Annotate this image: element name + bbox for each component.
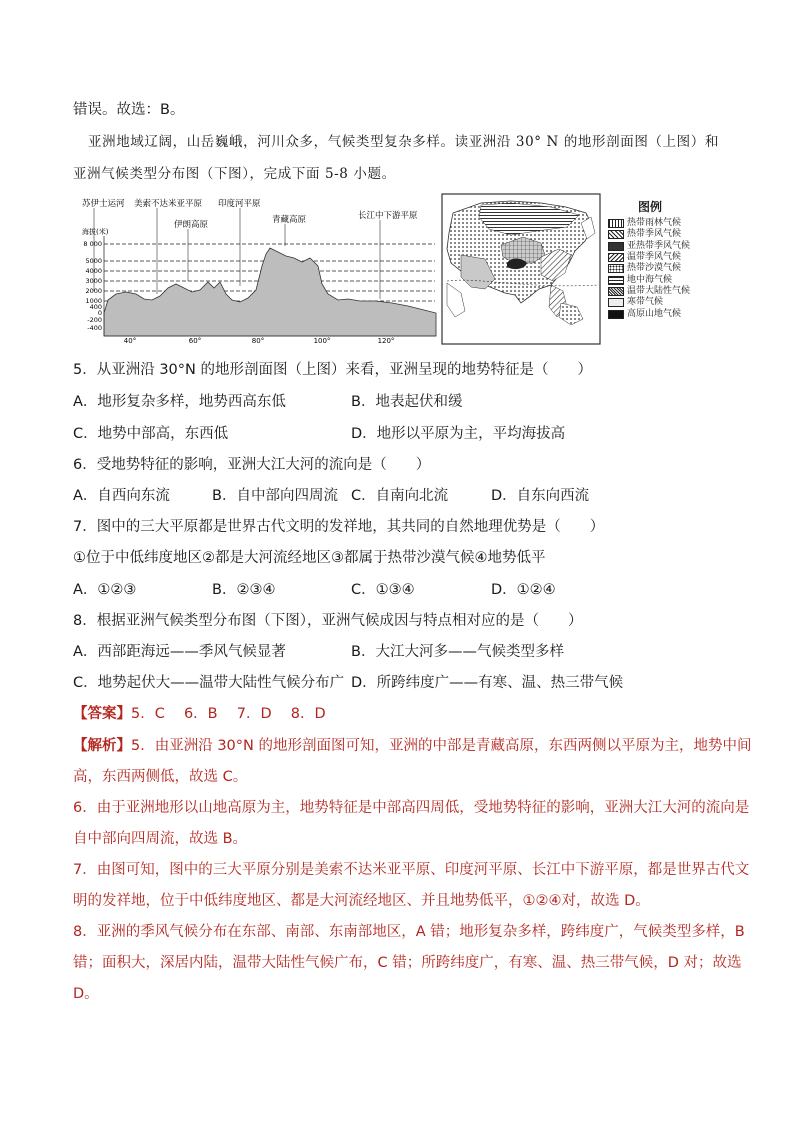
x-tick: 60°: [188, 337, 202, 345]
legend-swatch: [608, 264, 624, 273]
legend-swatch: [608, 253, 624, 262]
legend-title: 图例: [638, 200, 663, 214]
y-tick: -200: [87, 316, 102, 324]
place-label: 苏伊士运河: [82, 199, 125, 209]
legend-swatch: [608, 219, 624, 228]
y-axis-label: 海拔(米): [82, 228, 109, 236]
q8-option-b[interactable]: B．大江大河多——气候类型多样: [351, 644, 564, 660]
analysis-line-1: [73, 736, 752, 756]
legend-label: 寒带气候: [627, 297, 664, 308]
y-tick: 8 000: [83, 240, 102, 248]
y-tick: 400: [89, 303, 102, 311]
q7-option-a[interactable]: A．①②③: [73, 582, 137, 598]
y-tick: 1000: [85, 297, 102, 305]
place-label: 印度河平原: [218, 199, 261, 209]
question-5-stem: 5．从亚洲沿 30°N 的地形剖面图（上图）来看，亚洲呈现的地势特征是（ ）: [73, 362, 592, 378]
q5-option-c[interactable]: C．地势中部高，东西低: [73, 426, 229, 442]
legend-item: [608, 241, 718, 252]
legend-item: [608, 229, 718, 240]
legend-label: 地中海气候: [627, 274, 673, 285]
q6-option-b[interactable]: B．自中部向四周流: [212, 488, 338, 504]
y-tick: 0: [97, 309, 102, 317]
intro-line-2: 亚洲气候类型分布图（下图），完成下面 5-8 小题。: [73, 166, 396, 182]
legend-item: [608, 286, 718, 297]
q7-option-d[interactable]: D．①②④: [491, 582, 556, 598]
x-tick: 80°: [251, 337, 265, 345]
analysis-line-9: D。: [73, 986, 99, 1002]
answer-label: 【答案】: [73, 706, 131, 722]
q5-option-a[interactable]: A．地形复杂多样，地势西高东低: [73, 394, 286, 410]
legend-swatch: [608, 298, 624, 307]
place-label: 美索不达米亚平原: [134, 199, 203, 209]
q5-option-d[interactable]: D．地形以平原为主，平均海拔高: [351, 426, 566, 442]
legend-label: 亚热带季风气候: [627, 240, 691, 251]
q5-option-b[interactable]: B．地表起伏和缓: [351, 394, 463, 410]
intro-line-1: 亚洲地域辽阔，山岳巍峨，河川众多，气候类型复杂多样。读亚洲沿 30° N 的地形剖面图（上图）和: [88, 134, 719, 150]
legend-item: [608, 274, 718, 285]
place-label: 青藏高原: [272, 215, 307, 225]
x-tick: 40°: [123, 337, 137, 345]
analysis-line-8: 错；面积大，深居内陆，温带大陆性气候广布，C 错；所跨纬度广，有寒、温、热三带气候，D 对；故选: [73, 955, 742, 971]
climate-legend: [608, 198, 718, 320]
asia-climate-map: [441, 193, 601, 345]
q6-option-d[interactable]: D．自东向西流: [491, 488, 590, 504]
legend-item: [608, 308, 718, 319]
y-tick: 3000: [85, 277, 102, 285]
legend-label: 热带雨林气候: [627, 218, 682, 229]
previous-answer-line: 错误。故选：B。: [73, 102, 185, 118]
q8-option-c[interactable]: C．地势起伏大——温带大陆性气候分布广: [73, 675, 345, 691]
analysis-line-6: 明的发祥地，位于中低纬度地区、都是大河流经地区、并且地势低平，①②④对，故选 D。: [73, 893, 650, 909]
legend-label: 温带大陆性气候: [627, 285, 691, 296]
place-label: 长江中下游平原: [358, 211, 418, 221]
legend-swatch: [608, 276, 624, 285]
analysis-label: 【解析】: [73, 738, 131, 754]
analysis-line-2: 高，东西两侧低，故选 C。: [73, 769, 248, 785]
legend-swatch: [608, 310, 624, 319]
legend-item: [608, 252, 718, 263]
question-7-stem: 7．图中的三大平原都是世界古代文明的发祥地，其共同的自然地理优势是（ ）: [73, 519, 605, 535]
x-tick: 120°: [377, 337, 395, 345]
legend-item: [608, 263, 718, 274]
terrain-profile-figure: [80, 196, 440, 346]
analysis-line-3: 6．由于亚洲地形以山地高原为主，地势特征是中部高四周低，受地势特征的影响，亚洲大江大河的流向是: [73, 800, 750, 816]
legend-item: [608, 297, 718, 308]
analysis-line-5: 7．由图可知，图中的三大平原分别是美索不达米亚平原、印度河平原、长江中下游平原，都是世界古代文: [73, 862, 750, 878]
q7-option-c[interactable]: C．①③④: [351, 582, 415, 598]
legend-swatch: [608, 242, 624, 251]
y-tick: -400: [87, 324, 102, 332]
q6-option-c[interactable]: C．自南向北流: [351, 488, 449, 504]
q7-option-b[interactable]: B．②③④: [212, 582, 276, 598]
place-label: 伊朗高原: [174, 220, 209, 230]
legend-label: 热带季风气候: [627, 229, 682, 240]
legend-label: 热带沙漠气候: [627, 263, 682, 274]
analysis-line-7: 8．亚洲的季风气候分布在东部、南部、东南部地区，A 错；地形复杂多样，跨纬度广，气候类型多样，B: [73, 924, 745, 940]
analysis-line-4: 自中部向四周流，故选 B。: [73, 831, 248, 847]
y-tick: 5000: [85, 257, 102, 265]
question-8-stem: 8．根据亚洲气候类型分布图（下图），亚洲气候成因与特点相对应的是（ ）: [73, 613, 583, 629]
question-7-statements: ①位于中低纬度地区②都是大河流经地区③都属于热带沙漠气候④地势低平: [73, 550, 546, 566]
legend-item: [608, 218, 718, 229]
q8-option-d[interactable]: D．所跨纬度广——有寒、温、热三带气候: [351, 675, 624, 691]
legend-swatch: [608, 287, 624, 296]
legend-label: 高原山地气候: [627, 308, 682, 319]
y-tick: 4000: [85, 267, 102, 275]
answer-line: [73, 704, 326, 724]
legend-label: 温带季风气候: [627, 252, 682, 263]
answer-text: 5．C 6．B 7．D 8．D: [131, 706, 326, 722]
question-6-stem: 6．受地势特征的影响，亚洲大江大河的流向是（ ）: [73, 457, 431, 473]
legend-swatch: [608, 230, 624, 239]
x-tick: 100°: [313, 337, 331, 345]
q8-option-a[interactable]: A．西部距海远——季风气候显著: [73, 644, 286, 660]
q6-option-a[interactable]: A．自西向东流: [73, 488, 170, 504]
analysis-text: 5．由亚洲沿 30°N 的地形剖面图可知，亚洲的中部是青藏高原，东西两侧以平原为主，地势中间: [131, 738, 752, 754]
y-tick: 2000: [85, 287, 102, 295]
